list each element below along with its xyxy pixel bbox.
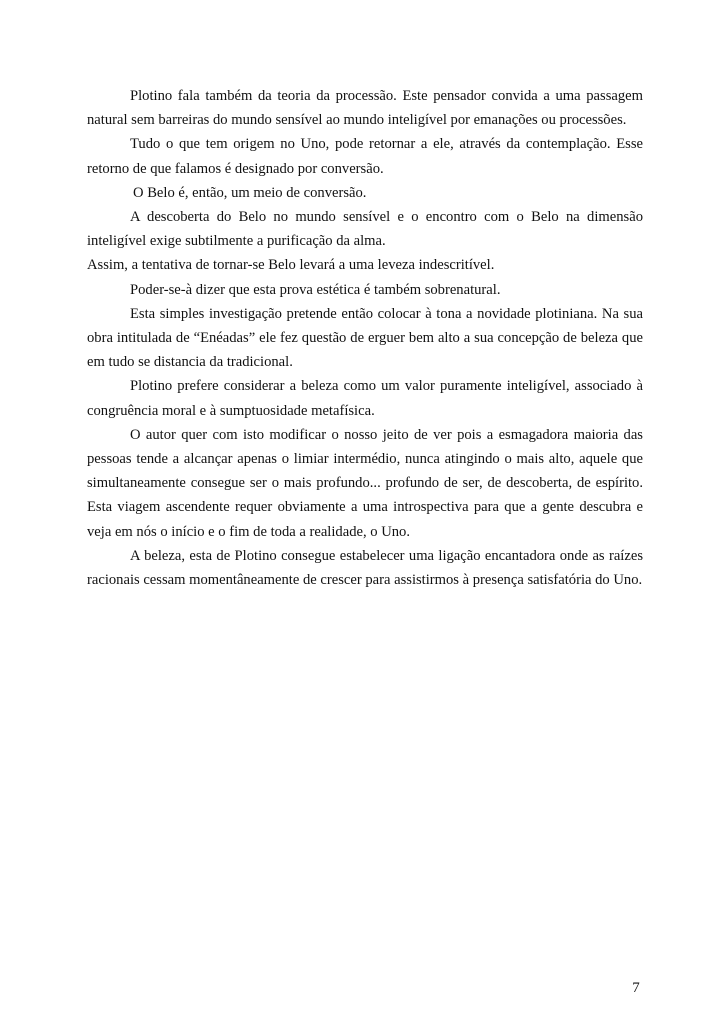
paragraph-prova-estetica: Poder-se-à dizer que esta prova estética é também sobrenatural. — [130, 281, 501, 298]
paragraph-conversao: Tudo o que tem origem no Uno, pode retornar a ele, através da contemplação. Esse retorno de que falamos é designado por conversão. — [87, 136, 643, 177]
paragraph-belo-conversao: O Belo é, então, um meio de conversão. — [133, 184, 367, 201]
paragraph-leveza: Assim, a tentativa de tornar-se Belo levará a uma leveza indescritível. — [87, 257, 495, 274]
paragraph-valor-inteligivel: Plotino prefere considerar a beleza como um valor puramente inteligível, associado à congruência moral e à sumptuosidade metafísica. — [87, 378, 643, 419]
paragraph-viagem-ascendente: O autor quer com isto modificar o nosso jeito de ver pois a esmagadora maioria das pessoas tende a alcançar apenas o limiar intermédio, nunca atingindo o mais alto, aquele que simultaneamente consegue ser o mais profundo... profundo de ser, de descoberta, de espírito. Esta viagem ascendente requer obviamente a uma introspectiva para que a gente descubra e veja em nós o início e o fim de toda a realidade, o Uno. — [87, 426, 643, 540]
paragraph-processao: Plotino fala também da teoria da processão. Este pensador convida a uma passagem natural sem barreiras do mundo sensível ao mundo inteligível por emanações ou processões. — [87, 88, 643, 129]
paragraph-ligacao-encantadora: A beleza, esta de Plotino consegue estabelecer uma ligação encantadora onde as raízes racionais cessam momentâneamente de crescer para assistirmos à presença satisfatória do Uno. — [87, 547, 643, 589]
paragraph-descoberta-belo: A descoberta do Belo no mundo sensível e o encontro com o Belo na dimensão inteligível exige subtilmente a purificação da alma. — [87, 209, 643, 250]
paragraph-eneadas: Esta simples investigação pretende então colocar à tona a novidade plotiniana. Na sua obra intitulada de “Enéadas” ele fez questão de erguer bem alto a sua concepção de beleza que em tudo se distancia da tradicional. — [87, 305, 643, 371]
page-number: 7 — [632, 980, 640, 996]
document-body — [87, 84, 643, 592]
